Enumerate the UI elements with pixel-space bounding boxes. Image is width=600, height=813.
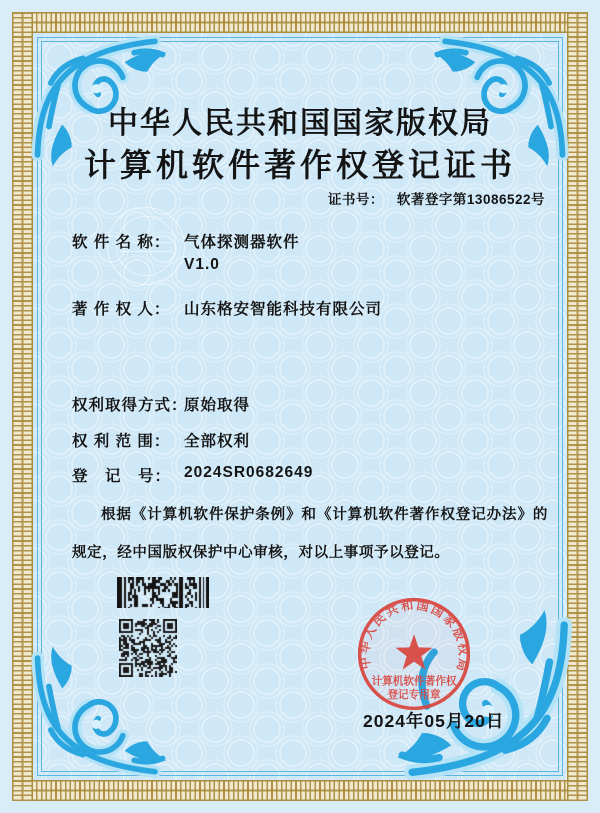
field-value: 全部权利 [184, 433, 251, 450]
field-value: V1.0 [184, 256, 220, 273]
registration-statement: 根据《计算机软件保护条例》和《计算机软件著作权登记办法》的规定，经中国版权保护中心审核，对以上事项予以登记。 [72, 507, 548, 561]
issue-date: 2024年05月20日 [363, 711, 505, 731]
certificate-number [328, 188, 545, 208]
authority-title: 中华人民共和国国家版权局 [108, 107, 492, 140]
official-seal [350, 590, 478, 718]
qr-code-icon [119, 619, 177, 677]
barcode-icon [117, 577, 209, 608]
field-value: 山东格安智能科技有限公司 [184, 301, 383, 318]
certificate-number-value: 软著登字第13086522号 [396, 192, 545, 207]
field-label: 权 利 范 围： [72, 433, 171, 450]
field-value: 气体探测器软件 [184, 234, 300, 251]
field-label: 著 作 权 人： [72, 301, 171, 318]
field-label: 软 件 名 称： [72, 234, 171, 251]
field-label: 权利取得方式： [72, 397, 188, 414]
seal-arc-text: 中华人民共和国国家版权局 [357, 597, 471, 675]
certificate-title: 计算机软件著作权登记证书 [83, 147, 516, 183]
field-value: 2024SR0682649 [184, 464, 314, 481]
field-label: 登 记 号： [72, 468, 172, 485]
seal-line2: 登记专用章 [387, 688, 441, 701]
seal-line1: 计算机软件著作权 [371, 675, 457, 688]
field-value: 原始取得 [184, 397, 251, 414]
certificate-number-label: 证书号： [327, 192, 384, 207]
